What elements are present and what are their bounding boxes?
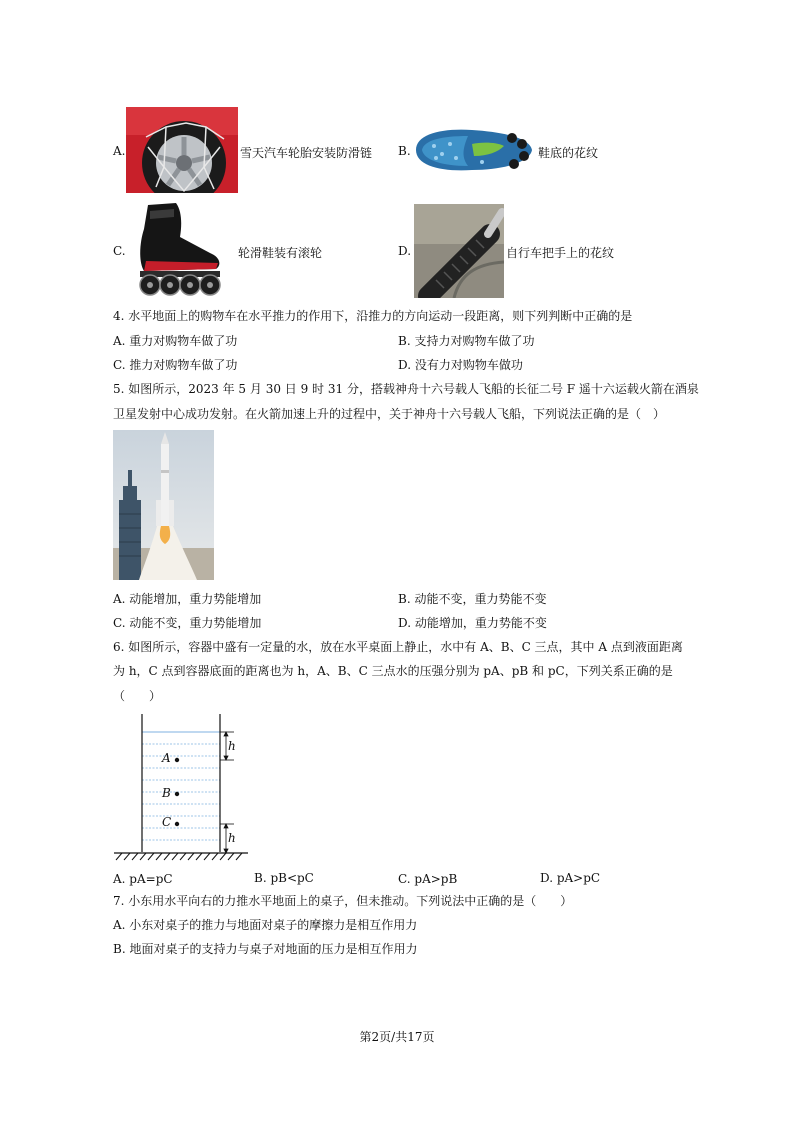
water-container-diagram — [112, 712, 252, 862]
bicycle-grip-image — [414, 204, 504, 298]
q3-option-d-letter: D. — [398, 244, 412, 258]
q4-option-c: C. 推力对购物车做了功 — [113, 358, 238, 372]
label-h-top: h — [228, 739, 236, 753]
q4-option-a: A. 重力对购物车做了功 — [113, 334, 238, 348]
q5-option-b: B. 动能不变，重力势能不变 — [398, 592, 547, 606]
q6-option-c: C. pA>pB — [398, 872, 458, 886]
bicycle-grip-icon — [414, 204, 504, 298]
rocket-launch-image — [113, 430, 214, 580]
rocket-launch-icon — [113, 430, 214, 580]
point-c — [175, 822, 179, 826]
q3-option-d-text: 自行车把手上的花纹 — [506, 246, 615, 260]
q3-option-a-text: 雪天汽车轮胎安装防滑链 — [240, 146, 373, 160]
water-lines — [142, 732, 220, 840]
q6-stem-line1: 6. 如图所示，容器中盛有一定量的水，放在水平桌面上静止，水中有 A、B、C 三点，其中 A 点到液面距离 — [113, 640, 683, 654]
q6-stem-line2: 为 h，C 点到容器底面的距离也为 h，A、B、C 三点水的压强分别为 pA、pB 和 pC，下列关系正确的是 — [113, 664, 673, 678]
inline-skate-image — [130, 201, 225, 297]
q3-option-c-text: 轮滑鞋装有滚轮 — [238, 246, 323, 260]
q6-option-d: D. pA>pC — [540, 871, 601, 885]
label-point-c: C — [162, 815, 172, 829]
q3-option-a-letter: A. — [113, 144, 126, 158]
q6-option-a: A. pA=pC — [113, 872, 173, 886]
inline-skate-icon — [130, 201, 225, 297]
q5-option-a: A. 动能增加，重力势能增加 — [113, 592, 262, 606]
q7-option-a: A. 小东对桌子的推力与地面对桌子的摩擦力是相互作用力 — [113, 918, 418, 932]
q5-option-d: D. 动能增加，重力势能不变 — [398, 616, 547, 630]
q7-option-b: B. 地面对桌子的支持力与桌子对地面的压力是相互作用力 — [113, 942, 418, 956]
q5-stem-line2: 卫星发射中心成功发射。在火箭加速上升的过程中，关于神舟十六号载人飞船，下列说法正确的是（ ） — [113, 407, 666, 421]
q6-option-b: B. pB<pC — [254, 871, 314, 885]
shoe-sole-image — [412, 124, 536, 176]
q4-option-d: D. 没有力对购物车做功 — [398, 358, 523, 372]
label-point-b: B — [162, 786, 171, 800]
label-h-bottom: h — [228, 831, 236, 845]
page-footer: 第2页/共17页 — [359, 1030, 435, 1044]
q3-option-b-letter: B. — [398, 144, 411, 158]
label-point-a: A — [162, 751, 171, 765]
q3-option-c-letter: C. — [113, 244, 126, 258]
container-walls — [142, 714, 220, 852]
q7-stem: 7. 小东用水平向右的力推水平地面上的桌子，但未推动。下列说法中正确的是（ ） — [113, 894, 573, 908]
tire-chain-icon — [126, 107, 238, 193]
point-a — [175, 758, 179, 762]
q5-option-c: C. 动能不变，重力势能增加 — [113, 616, 262, 630]
q4-option-b: B. 支持力对购物车做了功 — [398, 334, 535, 348]
tire-chain-image — [126, 107, 238, 193]
shoe-sole-icon — [412, 124, 536, 176]
q5-stem-line1: 5. 如图所示，2023 年 5 月 30 日 9 时 31 分，搭载神舟十六号载人飞船的长征二号 F 遥十六运载火箭在酒泉 — [113, 382, 699, 396]
q3-option-b-text: 鞋底的花纹 — [538, 146, 599, 160]
q6-stem-line3: （ ） — [113, 689, 162, 703]
table-hatching — [116, 853, 242, 860]
point-b — [175, 792, 179, 796]
q4-stem: 4. 水平地面上的购物车在水平推力的作用下，沿推力的方向运动一段距离，则下列判断中正确的是 — [113, 309, 633, 323]
